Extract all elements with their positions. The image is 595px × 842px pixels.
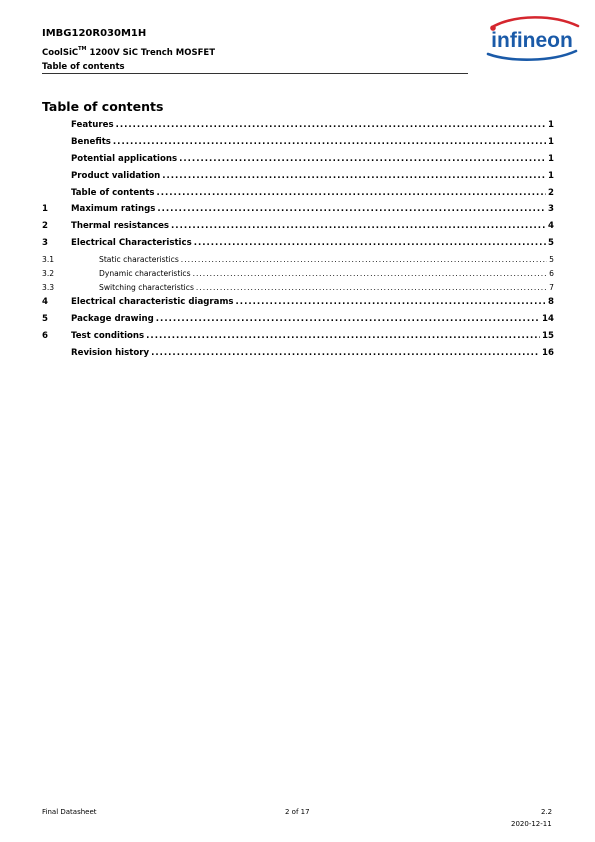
toc-entry-page[interactable]: 1 — [548, 120, 554, 130]
toc-entry-page[interactable]: 5 — [548, 238, 554, 249]
footer-version: 2.2 — [541, 808, 553, 816]
toc-entry-label[interactable]: Benefits — [71, 136, 111, 147]
toc-entry-label[interactable]: Package drawing — [71, 314, 154, 325]
toc-list — [42, 120, 554, 365]
toc-dot-leader — [157, 204, 546, 214]
toc-entry[interactable] — [42, 297, 554, 314]
toc-dot-leader — [151, 348, 540, 358]
toc-dot-leader — [156, 314, 540, 324]
toc-entry-label[interactable]: Test conditions — [71, 330, 145, 341]
toc-entry-number: 4 — [42, 297, 48, 308]
toc-entry-label[interactable]: Maximum ratings — [71, 204, 156, 215]
trademark-mark: TM — [78, 46, 87, 52]
toc-entry-page[interactable]: 16 — [542, 347, 554, 358]
toc-dot-leader — [162, 171, 546, 181]
product-subtitle — [42, 44, 468, 59]
toc-entry[interactable] — [42, 331, 554, 348]
page-header — [42, 27, 468, 73]
toc-entry-label[interactable]: Product validation — [71, 170, 161, 181]
toc-entry[interactable] — [42, 314, 554, 331]
toc-entry[interactable] — [42, 137, 554, 154]
toc-entry-page[interactable]: 7 — [549, 283, 554, 293]
header-section-title: Table of contents — [42, 61, 125, 72]
infineon-logo — [480, 16, 582, 62]
toc-entry-page[interactable]: 15 — [542, 330, 554, 341]
header-divider — [42, 73, 468, 74]
toc-entry-number: 3.2 — [42, 269, 55, 279]
toc-entry-number: 2 — [42, 221, 48, 232]
toc-entry-page[interactable]: 6 — [549, 269, 554, 279]
toc-entry-page[interactable]: 3 — [548, 204, 554, 215]
toc-entry-number: 3.3 — [42, 283, 55, 293]
toc-dot-leader — [193, 269, 548, 278]
toc-entry-number: 3 — [42, 238, 48, 249]
toc-entry[interactable] — [42, 221, 554, 238]
toc-dot-leader — [196, 283, 547, 292]
toc-entry-label[interactable]: Static characteristics — [99, 255, 179, 265]
toc-entry-label[interactable]: Table of contents — [71, 187, 155, 198]
toc-entry-page[interactable]: 14 — [542, 314, 554, 325]
toc-entry-label[interactable]: Electrical Characteristics — [71, 238, 192, 249]
toc-dot-leader — [116, 120, 546, 130]
toc-entry[interactable] — [42, 238, 554, 255]
subtitle-prefix: CoolSiC — [42, 47, 79, 58]
toc-entry[interactable] — [42, 348, 554, 365]
toc-entry-page[interactable]: 1 — [548, 153, 554, 164]
toc-entry-label[interactable]: Features — [71, 120, 114, 130]
footer-page-number: 2 of 17 — [285, 808, 310, 816]
toc-dot-leader — [181, 255, 547, 264]
footer-date: 2020-12-11 — [511, 820, 552, 828]
toc-dot-leader — [157, 188, 547, 198]
toc-dot-leader — [146, 331, 540, 341]
toc-entry[interactable] — [42, 171, 554, 188]
toc-entry-page[interactable]: 2 — [548, 187, 554, 198]
toc-entry[interactable] — [42, 269, 554, 283]
toc-entry-label[interactable]: Dynamic characteristics — [99, 269, 191, 279]
toc-entry-label[interactable]: Switching characteristics — [99, 283, 194, 293]
logo-wordmark: infineon — [491, 29, 573, 52]
toc-entry-page[interactable]: 4 — [548, 221, 554, 232]
toc-entry[interactable] — [42, 188, 554, 205]
toc-entry-page[interactable]: 1 — [548, 136, 554, 147]
toc-entry-number: 3.1 — [42, 255, 55, 265]
toc-entry-number: 1 — [42, 204, 48, 215]
footer-doc-type: Final Datasheet — [42, 808, 97, 816]
toc-entry-label[interactable]: Thermal resistances — [71, 221, 170, 232]
toc-entry-page[interactable]: 5 — [549, 255, 554, 265]
toc-entry[interactable] — [42, 255, 554, 269]
toc-entry-label[interactable]: Revision history — [71, 347, 150, 358]
toc-entry[interactable] — [42, 283, 554, 297]
toc-dot-leader — [236, 297, 546, 307]
toc-dot-leader — [194, 238, 546, 248]
toc-entry-page[interactable]: 8 — [548, 297, 554, 308]
toc-entry-label[interactable]: Potential applications — [71, 153, 178, 164]
toc-entry[interactable] — [42, 154, 554, 171]
part-number: IMBG120R030M1H — [42, 28, 147, 39]
subtitle-rest: 1200V SiC Trench MOSFET — [86, 47, 216, 58]
toc-title: Table of contents — [42, 99, 164, 114]
toc-entry-number: 6 — [42, 330, 48, 341]
toc-entry-number: 5 — [42, 314, 48, 325]
toc-dot-leader — [179, 154, 546, 164]
toc-entry[interactable] — [42, 204, 554, 221]
toc-dot-leader — [171, 221, 546, 231]
toc-entry-page[interactable]: 1 — [548, 170, 554, 181]
toc-entry-label[interactable]: Electrical characteristic diagrams — [71, 297, 234, 308]
toc-dot-leader — [113, 137, 546, 147]
toc-entry[interactable] — [42, 120, 554, 137]
